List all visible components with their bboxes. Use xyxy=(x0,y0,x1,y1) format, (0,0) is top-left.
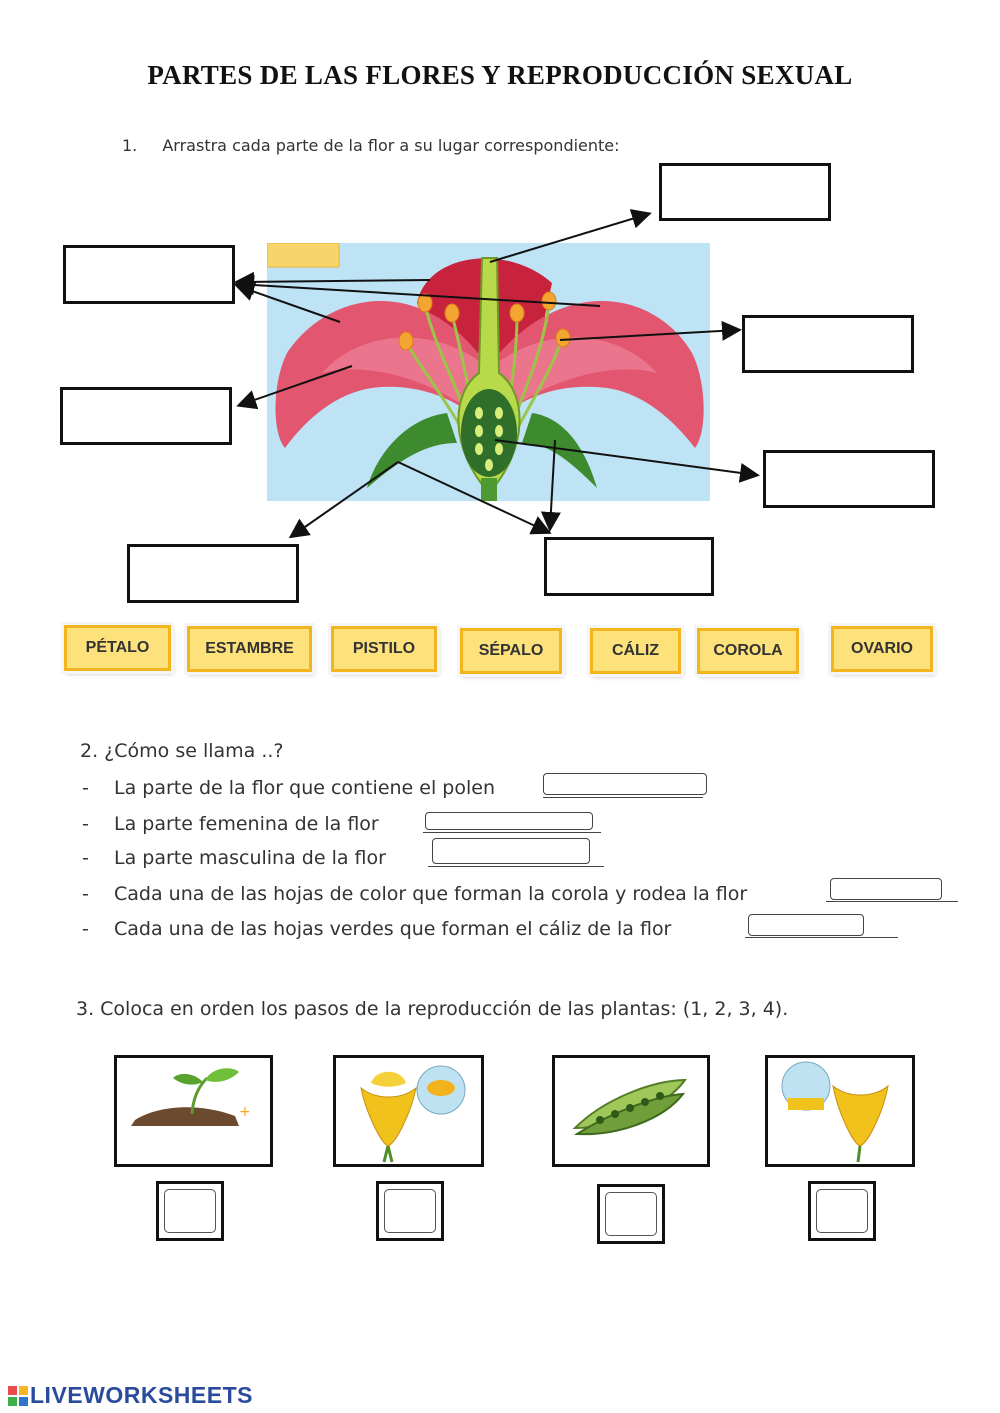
step-image-seed-pod xyxy=(552,1055,710,1167)
answer-underline xyxy=(745,937,898,938)
question-1-number: 1. xyxy=(122,136,138,155)
answer-input-sepalo[interactable] xyxy=(748,914,864,936)
answer-input-polen[interactable] xyxy=(543,773,707,795)
answer-underline xyxy=(543,797,703,798)
label-drop-box[interactable] xyxy=(763,450,935,508)
liveworksheets-icon xyxy=(8,1386,28,1406)
question-1-text: Arrastra cada parte de la flor a su lugar correspondiente: xyxy=(162,136,620,155)
word-chip-estambre[interactable]: ESTAMBRE xyxy=(187,626,312,672)
answer-underline xyxy=(826,901,958,902)
pollination-icon xyxy=(768,1058,912,1164)
word-chip-caliz[interactable]: CÁLIZ xyxy=(590,628,681,674)
label-drop-box[interactable] xyxy=(544,537,714,596)
word-chip-ovario[interactable]: OVARIO xyxy=(831,626,933,672)
label-drop-box[interactable] xyxy=(127,544,299,603)
page-title: PARTES DE LAS FLORES Y REPRODUCCIÓN SEXUAL xyxy=(147,60,853,90)
word-chip-corola[interactable]: COROLA xyxy=(697,628,799,674)
question-2-item: - La parte masculina de la flor xyxy=(82,847,386,869)
brand-name: LIVEWORKSHEETS xyxy=(30,1382,253,1408)
question-2-item: - La parte de la flor que contiene el polen xyxy=(82,777,495,799)
flower-pollen-icon xyxy=(336,1058,481,1164)
step-image-seedling xyxy=(114,1055,273,1167)
svg-text:+: + xyxy=(239,1104,251,1120)
label-drop-box[interactable] xyxy=(742,315,914,373)
label-drop-box[interactable] xyxy=(63,245,235,304)
word-chip-sepalo[interactable]: SÉPALO xyxy=(460,628,562,674)
liveworksheets-logo xyxy=(8,1382,253,1409)
step-order-box-2[interactable] xyxy=(376,1181,444,1241)
label-drop-box[interactable] xyxy=(60,387,232,445)
seedling-icon xyxy=(117,1058,270,1164)
step-order-box-1[interactable] xyxy=(156,1181,224,1241)
question-2-item: - Cada una de las hojas de color que forman la corola y rodea la flor xyxy=(82,883,748,905)
answer-underline xyxy=(423,832,601,833)
question-2-item: - La parte femenina de la flor xyxy=(82,813,379,835)
question-3-text: 3. Coloca en orden los pasos de la reproducción de las plantas: (1, 2, 3, 4). xyxy=(76,998,789,1020)
question-2-prompt: 2. ¿Cómo se llama ..? xyxy=(80,740,284,762)
answer-input-masculina[interactable] xyxy=(432,838,590,864)
question-2-item: - Cada una de las hojas verdes que forman el cáliz de la flor xyxy=(82,918,672,940)
step-order-box-3[interactable] xyxy=(597,1184,665,1244)
word-chip-pistilo[interactable]: PISTILO xyxy=(331,626,437,672)
step-image-pollination xyxy=(765,1055,915,1167)
answer-underline xyxy=(428,866,604,867)
answer-input-femenina[interactable] xyxy=(425,812,593,830)
step-order-box-4[interactable] xyxy=(808,1181,876,1241)
answer-input-petalo[interactable] xyxy=(830,878,942,900)
seed-pod-icon xyxy=(555,1058,707,1164)
label-drop-box[interactable] xyxy=(659,163,831,221)
step-image-flower-pollen xyxy=(333,1055,484,1167)
word-chip-petalo[interactable]: PÉTALO xyxy=(64,625,171,671)
